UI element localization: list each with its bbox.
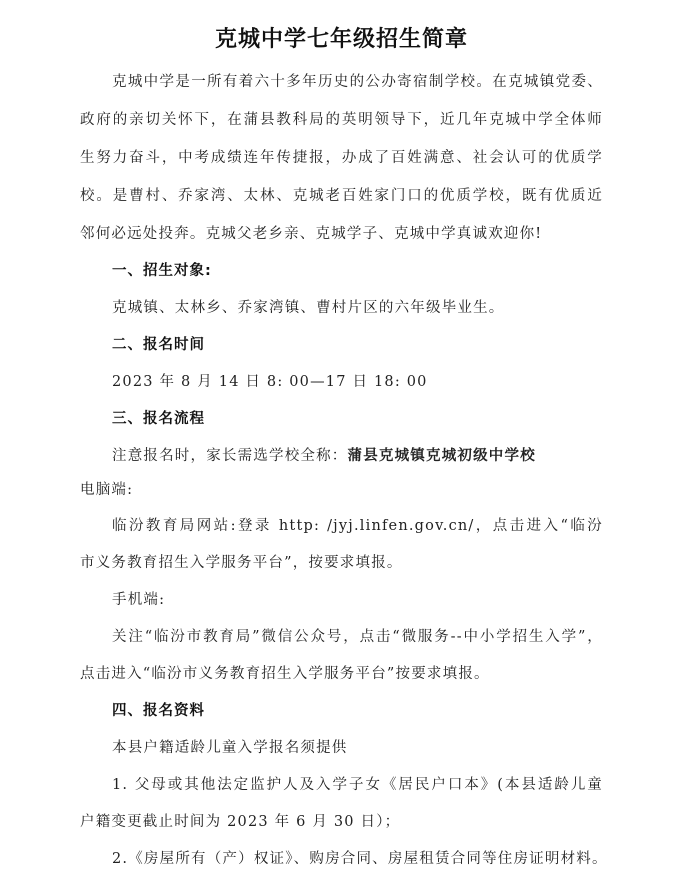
pc-label: 电脑端: xyxy=(80,482,134,498)
intro-line: 政府的亲切关怀下，在蒲县教科局的英明领导下，近几年克城中学全体师 xyxy=(80,112,603,128)
section-heading: 四、报名资料 xyxy=(112,703,205,719)
section-text: 克城镇、太林乡、乔家湾镇、曹村片区的六年级毕业生。 xyxy=(112,300,505,316)
section-text: 本县户籍适龄儿童入学报名须提供 xyxy=(112,740,348,756)
mobile-instructions: 关注“临汾市教育局”微信公众号，点击“微服务--中小学招生入学”， xyxy=(112,629,603,645)
school-name-note xyxy=(112,446,536,466)
section-heading: 二、报名时间 xyxy=(112,337,205,353)
intro-line: 邻何必远处投奔。克城父老乡亲、克城学子、克城中学真诚欢迎你! xyxy=(80,226,543,242)
intro-line: 克城中学是一所有着六十多年历史的公办寄宿制学校。在克城镇党委、 xyxy=(112,74,603,90)
section-text: 2023 年 8 月 14 日 8: 00—17 日 18: 00 xyxy=(112,374,428,390)
materials-item: 户籍变更截止时间为 2023 年 6 月 30 日）； xyxy=(80,814,401,830)
materials-item: 1. 父母或其他法定监护人及入学子女《居民户口本》(本县适龄儿童 xyxy=(112,777,603,793)
note-prefix: 注意报名时，家长需选学校全称： xyxy=(112,448,348,464)
materials-item: 2.《房屋所有（产）权证》、购房合同、房屋租赁合同等住房证明材料。 xyxy=(112,851,608,867)
page-title: 克城中学七年级招生简章 xyxy=(214,27,468,52)
section-heading: 三、报名流程 xyxy=(112,411,205,427)
pc-instructions: 临汾教育局网站:登录 http: /jyj.linfen.gov.cn/，点击进入“临汾 xyxy=(112,518,603,534)
school-full-name: 蒲县克城镇克城初级中学校 xyxy=(347,448,536,464)
mobile-instructions: 点击进入“临汾市义务教育招生入学服务平台”按要求填报。 xyxy=(80,666,490,682)
pc-instructions: 市义务教育招生入学服务平台”，按要求填报。 xyxy=(80,555,403,571)
mobile-label: 手机端: xyxy=(112,592,166,608)
intro-line: 校。是曹村、乔家湾、太林、克城老百姓家门口的优质学校，既有优质近 xyxy=(80,188,603,204)
section-heading: 一、招生对象: xyxy=(112,263,212,279)
intro-line: 生努力奋斗，中考成绩连年传捷报，办成了百姓满意、社会认可的优质学 xyxy=(80,150,603,166)
